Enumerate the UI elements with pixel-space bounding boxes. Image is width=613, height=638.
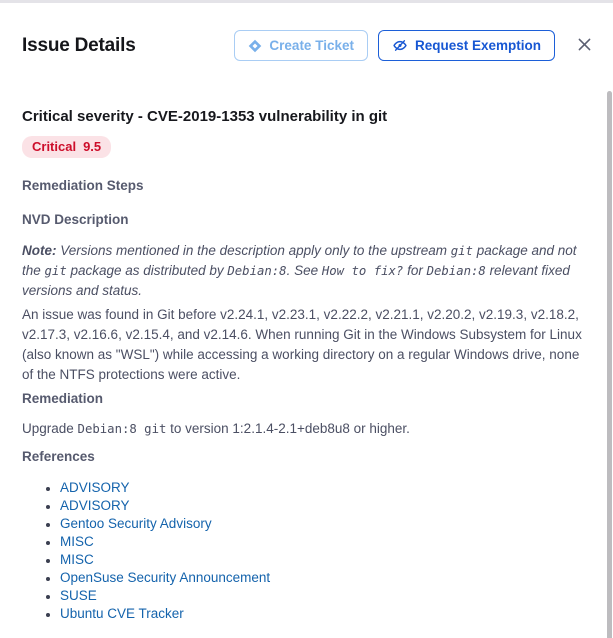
remediation-steps-heading: Remediation Steps: [22, 178, 144, 193]
panel-header: [0, 3, 613, 61]
reference-link[interactable]: ADVISORY: [60, 498, 130, 513]
close-button[interactable]: [574, 34, 595, 58]
reference-list-item: [60, 479, 589, 497]
issue-title: Critical severity - CVE-2019-1353 vulnerability in git: [22, 108, 388, 125]
references-heading: References: [22, 449, 95, 464]
reference-list-item: [60, 569, 589, 587]
eye-slash-icon: [392, 38, 408, 53]
create-ticket-button[interactable]: [234, 30, 368, 61]
severity-label: Critical: [32, 139, 77, 154]
reference-link[interactable]: SUSE: [60, 588, 97, 603]
nvd-description-heading: NVD Description: [22, 212, 129, 227]
references-list: [22, 479, 589, 623]
remediation-heading: Remediation: [22, 391, 104, 406]
page-title: Issue Details: [22, 34, 136, 56]
reference-link[interactable]: MISC: [60, 534, 94, 549]
close-icon: [576, 36, 593, 56]
reference-list-item: [60, 587, 589, 605]
reference-link[interactable]: MISC: [60, 552, 94, 567]
create-ticket-label: Create Ticket: [269, 38, 354, 53]
request-exemption-button[interactable]: [378, 30, 555, 61]
issue-details-content: [0, 107, 613, 623]
nvd-description-paragraph: An issue was found in Git before v2.24.1, v2.23.1, v2.22.2, v2.21.1, v2.20.2, v2.19.3, v2.18.2, v2.17.3, v2.16.6, v2.15.4, and v2.14.6. When running Git in the Windows Subsystem for Linux (also known as "WSL") while accessing a working directory on a regular Windows drive, none of the NTFS protections were active.: [22, 307, 582, 382]
reference-list-item: [60, 551, 589, 569]
header-actions: [234, 30, 595, 61]
nvd-note-paragraph: Note: Versions mentioned in the description apply only to the upstream git package and not the git package as distributed by Debian:8. See How to fix? for Debian:8 relevant fixed versions and status.: [22, 243, 577, 298]
remediation-paragraph: Upgrade Debian:8 git to version 1:2.1.4-2.1+deb8u8 or higher.: [22, 421, 410, 436]
scrollbar-thumb[interactable]: [607, 91, 612, 638]
severity-badge: [22, 136, 111, 158]
reference-link[interactable]: Gentoo Security Advisory: [60, 516, 212, 531]
reference-list-item: [60, 515, 589, 533]
severity-score: 9.5: [83, 139, 102, 154]
reference-list-item: [60, 605, 589, 623]
request-exemption-label: Request Exemption: [414, 38, 541, 53]
reference-link[interactable]: OpenSuse Security Announcement: [60, 570, 271, 585]
reference-link[interactable]: ADVISORY: [60, 480, 130, 495]
ticket-diamond-icon: [248, 39, 262, 53]
reference-list-item: [60, 533, 589, 551]
reference-link[interactable]: Ubuntu CVE Tracker: [60, 606, 184, 621]
reference-list-item: [60, 497, 589, 515]
